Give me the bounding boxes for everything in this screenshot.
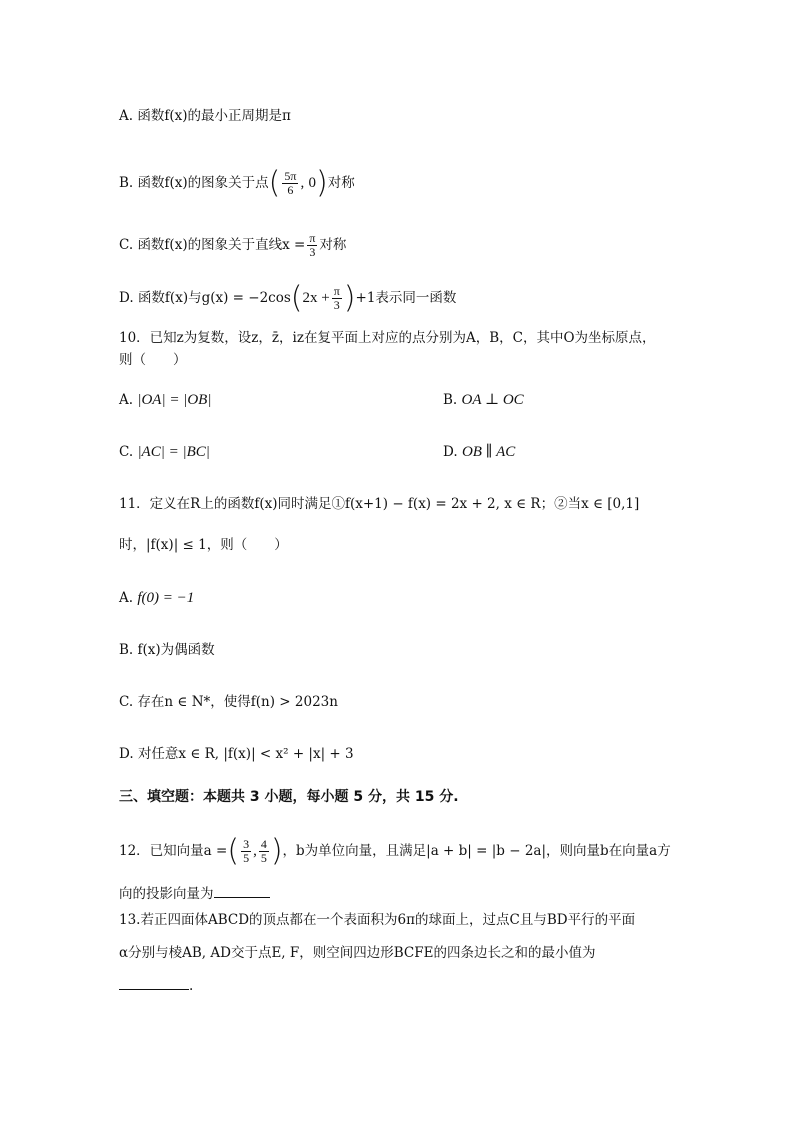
q12-line-1 [119,833,671,869]
option-text: f(x)为偶函数 [137,642,215,658]
option-label: D. [443,444,458,460]
option-text: 对任意x ∈ R, |f(x)| < x² + |x| + 3 [137,746,354,762]
numerator: 5π [284,169,297,183]
answer-blank[interactable] [119,975,189,990]
comma: , [300,175,305,191]
option-text-end: 对称 [319,237,347,253]
inner-expr: 2x + [302,290,330,306]
option-math: |AC| = |BC| [137,444,210,460]
paren-right: ) [316,165,328,201]
paren-right: ) [343,280,356,316]
q11-stem-2: 时，|f(x)| ≤ 1，则（ ） [119,537,288,553]
q12-line-2 [119,883,270,904]
paren-right: ) [270,833,283,869]
point-y: 0 [308,175,316,191]
fraction [259,838,269,865]
option-text: 函数f(x)与g(x) = −2cos [137,290,291,306]
q12-post: ，b为单位向量，且满足|a + b| = |b − 2a|，则向量b在向量a方 [282,843,671,859]
option-label: C. [119,694,134,710]
fraction [282,170,298,197]
q13-line-3 [119,975,193,996]
option-text: 函数f(x)的最小正周期是π [137,108,291,124]
paren-left: ( [268,165,281,201]
q12-text: 向的投影向量为 [119,886,214,902]
q11-stem: 11．定义在R上的函数f(x)同时满足①f(x+1) − f(x) = 2x + 2, x ∈ R；②当x ∈ [0,1] [119,496,640,512]
option-label: A. [119,590,134,606]
q9-option-a [119,106,291,126]
section-heading: 三、填空题：本题共 3 小题，每小题 5 分，共 15 分. [119,789,459,805]
fraction [307,232,317,259]
option-label: D. [119,746,134,762]
option-label: C. [119,237,134,253]
denominator: 5 [260,851,267,865]
denominator: 5 [243,851,250,865]
option-text-end: +1表示同一函数 [355,290,457,306]
numerator: π [309,231,316,245]
option-label: B. [443,392,458,408]
q13-line-1: 13.若正四面体ABCD的顶点都在一个表面积为6π的球面上，过点C且与BD平行的平面 [119,912,636,928]
option-math: |OA| = |OB| [137,392,212,408]
option-math: OB ∥ AC [461,444,516,460]
option-text-end: 对称 [327,175,355,191]
q10-option-a [119,390,211,410]
q10-stem: 10．已知z为复数，设z，z̄，iz在复平面上对应的点分别为A，B，C，其中O为坐标原点， [119,330,656,346]
q11-option-a [119,588,194,608]
q9-option-d [119,280,457,316]
option-text: 函数f(x)的图象关于点 [137,175,269,191]
option-text: 存在n ∈ N*，使得f(n) > 2023n [137,694,338,710]
period: . [189,978,194,994]
q11-option-d [119,744,354,764]
q9-option-b [119,165,355,201]
answer-blank[interactable] [214,883,270,898]
option-label: A. [119,392,134,408]
paren-left: ( [227,833,240,869]
q11-option-b [119,640,215,660]
fraction [241,838,251,865]
comma: , [253,843,257,859]
q12-pre: 12．已知向量a = [119,843,228,859]
q13-line-2: α分别与棱AB, AD交于点E, F，则空间四边形BCFE的四条边长之和的最小值为 [119,945,596,961]
option-label: C. [119,444,134,460]
denominator: 3 [333,298,340,312]
denominator: 3 [309,245,316,259]
q10-option-c [119,442,210,462]
q9-option-c [119,232,346,259]
option-label: B. [119,642,134,658]
option-text: 函数f(x)的图象关于直线x = [137,237,306,253]
numerator: 3 [243,837,250,851]
q10-stem-2: 则（ ） [119,352,187,368]
numerator: 4 [260,837,267,851]
option-label: B. [119,175,134,191]
option-math: f(0) = −1 [137,590,195,606]
option-label: D. [119,290,134,306]
q11-option-c [119,692,338,712]
paren-left: ( [290,280,303,316]
q10-option-b [443,390,524,410]
option-label: A. [119,108,134,124]
q10-option-d [443,442,515,462]
denominator: 6 [287,183,294,197]
numerator: π [333,284,340,298]
option-math: OA ⊥ OC [461,392,524,408]
fraction [332,285,342,312]
